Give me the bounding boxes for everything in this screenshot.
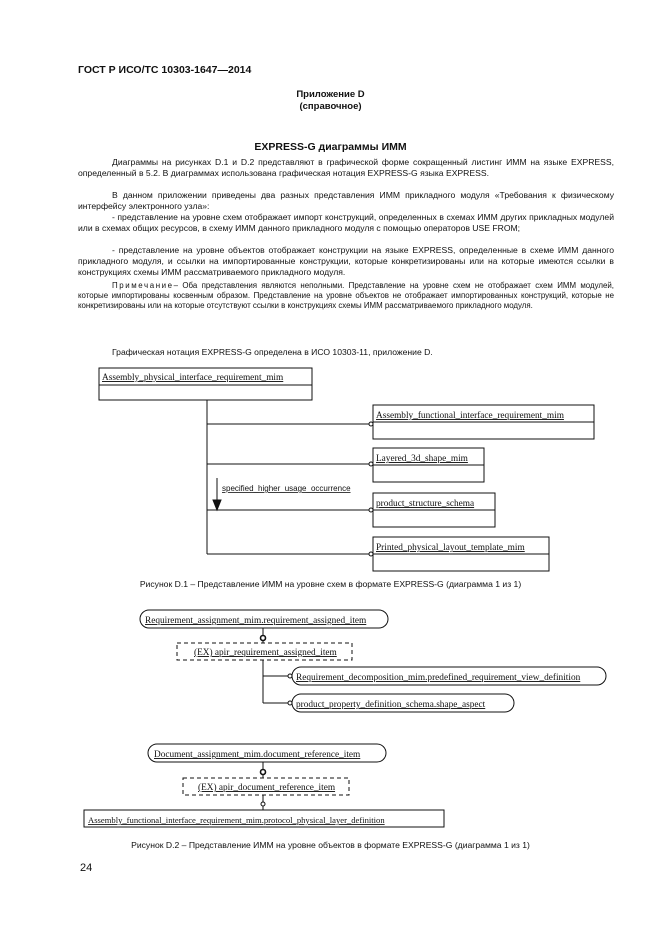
- paragraph-intro: Диаграммы на рисунках D.1 и D.2 представляют в графической форме сокращенный листинг ИММ на языке EXPRESS, определенный в 5.2. В диаграммах использована графическая нотация EXPRESS-G языка EXPRESS.: [78, 157, 614, 178]
- schema-label-1: Assembly_functional_interface_requirement_mim: [376, 411, 564, 421]
- figure-d2-group2-labels: [88, 749, 385, 825]
- page-number: 24: [80, 862, 93, 874]
- schema-label-2: Layered_3d_shape_mim: [376, 454, 468, 464]
- paragraph-representations: В данном приложении приведены два разных представления ИММ прикладного модуля «Требования к физическому интерфейсу электронного узла»:: [78, 190, 614, 211]
- figure1-caption: Рисунок D.1 – Представление ИММ на уровне схем в формате EXPRESS-G (диаграмма 1 из 1): [139, 579, 522, 589]
- select-label-top-2: Document_assignment_mim.document_reference_item: [154, 750, 361, 760]
- ext-label-2: (EX) apir_document_reference_item: [198, 783, 336, 793]
- ext-label-1: (EX) apir_requirement_assigned_item: [194, 648, 337, 658]
- schema-label-4: Printed_physical_layout_template_mim: [376, 543, 525, 553]
- annex-title: Приложение D: [296, 89, 365, 100]
- figure-d1: [99, 368, 594, 571]
- usage-label: specified_higher_usage_occurrence: [222, 484, 351, 493]
- connector-3-end: [369, 508, 373, 512]
- figure2-caption: Рисунок D.2 – Представление ИММ на уровне объектов в формате EXPRESS-G (диаграмма 1 из 1): [131, 840, 530, 850]
- notation-reference: Графическая нотация EXPRESS-G определена в ИСО 10303-11, приложение D.: [112, 347, 433, 357]
- select-label-item-2: product_property_definition_schema.shape_aspect: [296, 700, 486, 710]
- select-label-item-1: Requirement_decomposition_mim.predefined_requirement_view_definition: [296, 673, 581, 683]
- document-header: ГОСТ Р ИСО/ТС 10303-1647—2014: [78, 64, 252, 76]
- figure-d2-group1-labels: [145, 616, 581, 710]
- schema-label-3: product_structure_schema: [376, 499, 475, 509]
- connector-1-end: [369, 422, 373, 426]
- connector-4-end: [369, 552, 373, 556]
- note-label: Примечание: [112, 281, 174, 290]
- paragraph-object-level: - представление на уровне объектов отображает конструкции на языке EXPRESS, определенные в схеме ИММ данного прикладного модуля, и ссылки на импортированные конструкции, которые конкретизированы или на которые имеются ссылки в конструкциях схемы ИММ рассматриваемого прикладного модуля.: [78, 245, 614, 277]
- annex-type: (справочное): [299, 101, 362, 112]
- note-text: – Оба представления являются неполными. Представление на уровне схем не отображает схем ИММ модулей, которые импортированы косвенным образом. Представление на уровне объектов не отображает импортированных конструкций, которые не конкретизированы или на которые отсутствуют ссылки в конструкциях схемы ИММ рассматриваемого прикладного модуля.: [78, 281, 614, 311]
- schema-label-main: Assembly_physical_interface_requirement_mim: [102, 373, 284, 383]
- connector-2-end: [369, 462, 373, 466]
- paragraph-schema-level: - представление на уровне схем отображает импорт конструкций, определенных в схемах ИММ других прикладных модулей или в схемах общих ресурсов, в схему ИММ данного прикладного модуля с помощью операторов USE FROM;: [78, 212, 614, 233]
- entity-label-bottom: Assembly_functional_interface_requirement_mim.protocol_physical_layer_definition: [88, 815, 385, 825]
- select-label-top-1: Requirement_assignment_mim.requirement_assigned_item: [145, 616, 367, 626]
- usage-arrow-head: [213, 500, 221, 510]
- section-title: EXPRESS-G диаграммы ИММ: [254, 141, 407, 153]
